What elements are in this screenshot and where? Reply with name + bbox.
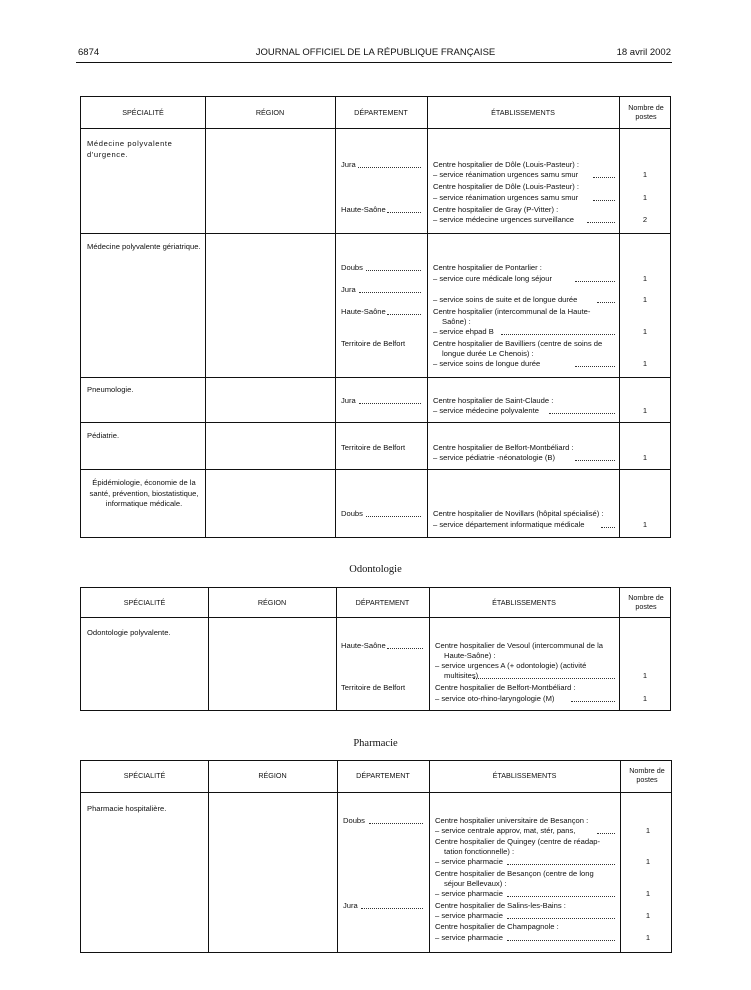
etablissement-line: Centre hospitalier (intercommunal de la Haute- xyxy=(433,307,591,316)
col-header-region: RÉGION xyxy=(257,598,287,607)
specialite-cell: Épidémiologie, économie de la santé, prévention, biostatistique, informatique médicale. xyxy=(89,478,199,508)
etablissement-line: séjour Bellevaux) : xyxy=(444,879,507,888)
departement-cell: Territoire de Belfort xyxy=(341,339,406,348)
departement-cell: Territoire de Belfort xyxy=(341,683,406,692)
etablissement-line: Centre hospitalier de Bavilliers (centre de soins de xyxy=(433,339,603,348)
departement-cell: Doubs xyxy=(343,816,365,825)
etablissement-line: – service pharmacie xyxy=(435,911,503,920)
departement-cell: Haute-Saône xyxy=(341,641,386,650)
etablissement-line: Centre hospitalier de Dôle (Louis-Pasteur) : xyxy=(433,182,580,191)
col-header-postes: Nombre de postes xyxy=(628,103,664,121)
etablissement-line: longue durée Le Chenois) : xyxy=(442,349,534,358)
table-odontologie xyxy=(80,587,671,711)
etablissement-line: Centre hospitalier universitaire de Besançon : xyxy=(435,816,589,825)
col-header-postes: Nombre de postes xyxy=(629,766,665,784)
etablissement-line: – service médecine polyvalente xyxy=(433,406,539,415)
etablissement-line: Centre hospitalier de Belfort-Montbéliard : xyxy=(433,443,574,452)
departement-cell: Haute-Saône xyxy=(341,205,386,214)
postes-cell: 1 xyxy=(645,889,651,898)
header-rule xyxy=(76,62,672,63)
etablissement-line: – service pharmacie xyxy=(435,933,503,942)
postes-cell: 1 xyxy=(642,295,648,304)
specialite-cell: Médecine polyvalente d'urgence. xyxy=(87,139,173,159)
etablissement-line: – service soins de longue durée xyxy=(433,359,541,368)
col-header-region: RÉGION xyxy=(255,108,285,117)
etablissement-line: – service pédiatrie -néonatologie (B) xyxy=(433,453,555,462)
etablissement-line: Saône) : xyxy=(442,317,471,326)
postes-cell: 1 xyxy=(642,170,648,179)
col-header-departement: DÉPARTEMENT xyxy=(354,108,408,117)
publication-date: 18 avril 2002 xyxy=(616,47,671,58)
departement-cell: Haute-Saône xyxy=(341,307,386,316)
col-header-etablissements: ÉTABLISSEMENTS xyxy=(491,108,555,117)
postes-cell: 1 xyxy=(642,359,648,368)
page-number: 6874 xyxy=(78,47,100,58)
table-pharmacie xyxy=(80,760,672,953)
etablissement-line: Centre hospitalier de Belfort-Montbéliard : xyxy=(435,683,576,692)
etablissement-line: – service soins de suite et de longue durée xyxy=(433,295,578,304)
postes-cell: 1 xyxy=(645,857,651,866)
postes-cell: 1 xyxy=(645,911,651,920)
etablissement-line: Centre hospitalier de Vesoul (intercommunal de la xyxy=(435,641,603,650)
etablissement-line: – service cure médicale long séjour xyxy=(433,274,553,283)
col-header-region: RÉGION xyxy=(258,771,287,780)
postes-cell: 1 xyxy=(642,327,648,336)
col-header-specialite: SPÉCIALITÉ xyxy=(123,771,166,780)
col-header-departement: DÉPARTEMENT xyxy=(355,598,410,607)
col-header-specialite: SPÉCIALITÉ xyxy=(122,108,164,117)
col-header-etablissements: ÉTABLISSEMENTS xyxy=(492,771,557,780)
journal-title: JOURNAL OFFICIEL DE LA RÉPUBLIQUE FRANÇAISE xyxy=(255,47,496,58)
section-title-pharmacie: Pharmacie xyxy=(353,738,398,749)
etablissement-line: Centre hospitalier de Quingey (centre de réadap- xyxy=(435,837,601,846)
etablissement-line: – service réanimation urgences samu smur xyxy=(433,193,579,202)
table-medecine xyxy=(80,96,671,538)
col-header-specialite: SPÉCIALITÉ xyxy=(123,598,166,607)
etablissement-line: tation fonctionnelle) : xyxy=(444,847,515,856)
col-header-postes: Nombre de postes xyxy=(628,593,664,611)
postes-cell: 1 xyxy=(642,671,648,680)
postes-cell: 1 xyxy=(642,520,648,529)
etablissement-line: – service département informatique médicale xyxy=(433,520,585,529)
departement-cell: Doubs xyxy=(341,263,363,272)
etablissement-line: – service pharmacie xyxy=(435,857,503,866)
etablissement-line: Centre hospitalier de Salins-les-Bains : xyxy=(435,901,566,910)
etablissement-line: Haute-Saône) : xyxy=(444,651,496,660)
etablissement-line: Centre hospitalier de Besançon (centre de long xyxy=(435,869,594,878)
departement-cell: Doubs xyxy=(341,509,363,518)
section-title-odontologie: Odontologie xyxy=(349,564,402,575)
postes-cell: 1 xyxy=(645,933,651,942)
departement-cell: Territoire de Belfort xyxy=(341,443,406,452)
etablissement-line: Centre hospitalier de Saint-Claude : xyxy=(433,396,554,405)
postes-cell: 1 xyxy=(645,826,651,835)
postes-cell: 1 xyxy=(642,453,648,462)
etablissement-line: – service réanimation urgences samu smur xyxy=(433,170,579,179)
specialite-cell: Odontologie polyvalente. xyxy=(87,628,171,637)
departement-cell: Jura xyxy=(341,285,356,294)
postes-cell: 2 xyxy=(642,215,648,224)
postes-cell: 1 xyxy=(642,193,648,202)
col-header-etablissements: ÉTABLISSEMENTS xyxy=(492,598,556,607)
etablissement-line: Centre hospitalier de Gray (P-Vitter) : xyxy=(433,205,559,214)
postes-cell: 1 xyxy=(642,274,648,283)
etablissement-line: multisites) xyxy=(444,671,479,680)
etablissement-line: – service ehpad B xyxy=(433,327,494,336)
etablissement-line: – service pharmacie xyxy=(435,889,503,898)
etablissement-line: – service urgences A (+ odontologie) (activité xyxy=(435,661,587,670)
departement-cell: Jura xyxy=(343,901,358,910)
specialite-cell: Médecine polyvalente gériatrique. xyxy=(87,242,201,251)
etablissement-line: – service oto-rhino-laryngologie (M) xyxy=(435,694,555,703)
etablissement-line: Centre hospitalier de Champagnole : xyxy=(435,922,559,931)
etablissement-line: Centre hospitalier de Pontarlier : xyxy=(433,263,542,272)
postes-cell: 1 xyxy=(642,406,648,415)
specialite-cell: Pharmacie hospitalière. xyxy=(87,804,167,813)
col-header-departement: DÉPARTEMENT xyxy=(356,771,410,780)
etablissement-line: Centre hospitalier de Dôle (Louis-Pasteur) : xyxy=(433,160,580,169)
etablissement-line: – service centrale approv, mat, stér, pans, xyxy=(435,826,576,835)
specialite-cell: Pédiatrie. xyxy=(87,431,120,440)
departement-cell: Jura xyxy=(341,396,356,405)
departement-cell: Jura xyxy=(341,160,356,169)
etablissement-line: – service médecine urgences surveillance xyxy=(433,215,574,224)
etablissement-line: Centre hospitalier de Novillars (hôpital spécialisé) : xyxy=(433,509,604,518)
specialite-cell: Pneumologie. xyxy=(87,385,134,394)
postes-cell: 1 xyxy=(642,694,648,703)
